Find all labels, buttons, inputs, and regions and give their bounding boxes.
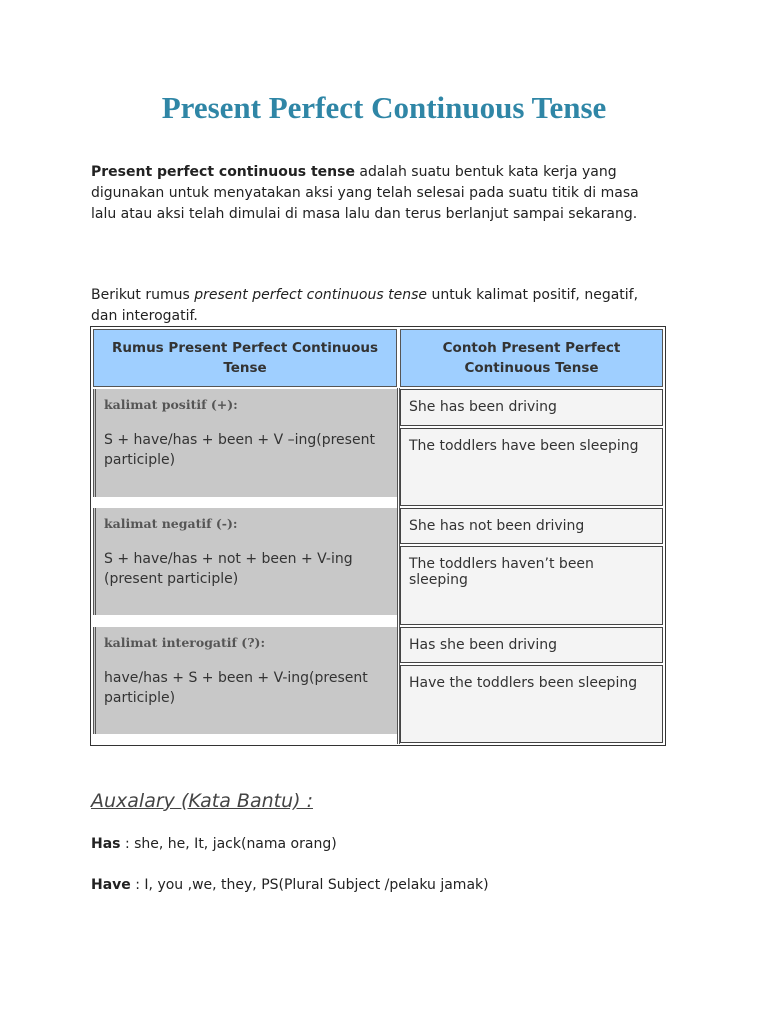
formula-intro-before: Berikut rumus: [91, 287, 195, 303]
example-cell: The toddlers haven’t been sleeping: [400, 546, 663, 625]
has-text: : she, he, It, jack(nama orang): [120, 836, 337, 852]
formula-table: [90, 326, 666, 746]
has-label: Has: [91, 836, 121, 852]
formula-intro-paragraph: [91, 285, 651, 327]
row-label-interrogative: kalimat interogatif (?):: [104, 635, 266, 650]
row-label-positive: kalimat positif (+):: [104, 397, 238, 412]
formula-cell-positive: [93, 389, 397, 497]
formula-cell-negative: [93, 508, 397, 615]
page-title: Present Perfect Continuous Tense: [161, 90, 607, 125]
formula-interrogative: have/has + S + been + V-ing(present participle): [104, 670, 368, 706]
example-cell: The toddlers have been sleeping: [400, 428, 663, 506]
auxiliary-heading: Auxalary (Kata Bantu) :: [91, 790, 313, 812]
intro-text: adalah suatu bentuk kata kerja yang digunakan untuk menyatakan aksi yang telah selesai pada suatu titik di masa lalu atau aksi telah dimulai di masa lalu dan terus berlanjut sampai sekarang.: [91, 164, 639, 222]
formula-negative: S + have/has + not + been + V-ing (present participle): [104, 551, 353, 587]
auxiliary-have-line: [91, 877, 489, 893]
example-cell: She has not been driving: [400, 508, 663, 544]
example-cell: Have the toddlers been sleeping: [400, 665, 663, 743]
have-text: : I, you ,we, they, PS(Plural Subject /pelaku jamak): [130, 877, 489, 893]
table-header-formula: Rumus Present Perfect Continuous Tense: [93, 329, 397, 387]
intro-paragraph: [91, 162, 651, 225]
formula-positive: S + have/has + been + V –ing(present participle): [104, 432, 375, 468]
formula-intro-term: present perfect continuous tense: [194, 287, 427, 303]
example-cell: Has she been driving: [400, 627, 663, 663]
table-header-example: Contoh Present Perfect Continuous Tense: [400, 329, 663, 387]
have-label: Have: [91, 877, 131, 893]
intro-term: Present perfect continuous tense: [91, 164, 355, 180]
formula-intro-after: untuk kalimat positif, negatif, dan interogatif.: [91, 287, 639, 324]
row-label-negative: kalimat negatif (-):: [104, 516, 238, 531]
formula-cell-interrogative: [93, 627, 397, 734]
example-cell: She has been driving: [400, 389, 663, 426]
auxiliary-has-line: [91, 836, 337, 852]
